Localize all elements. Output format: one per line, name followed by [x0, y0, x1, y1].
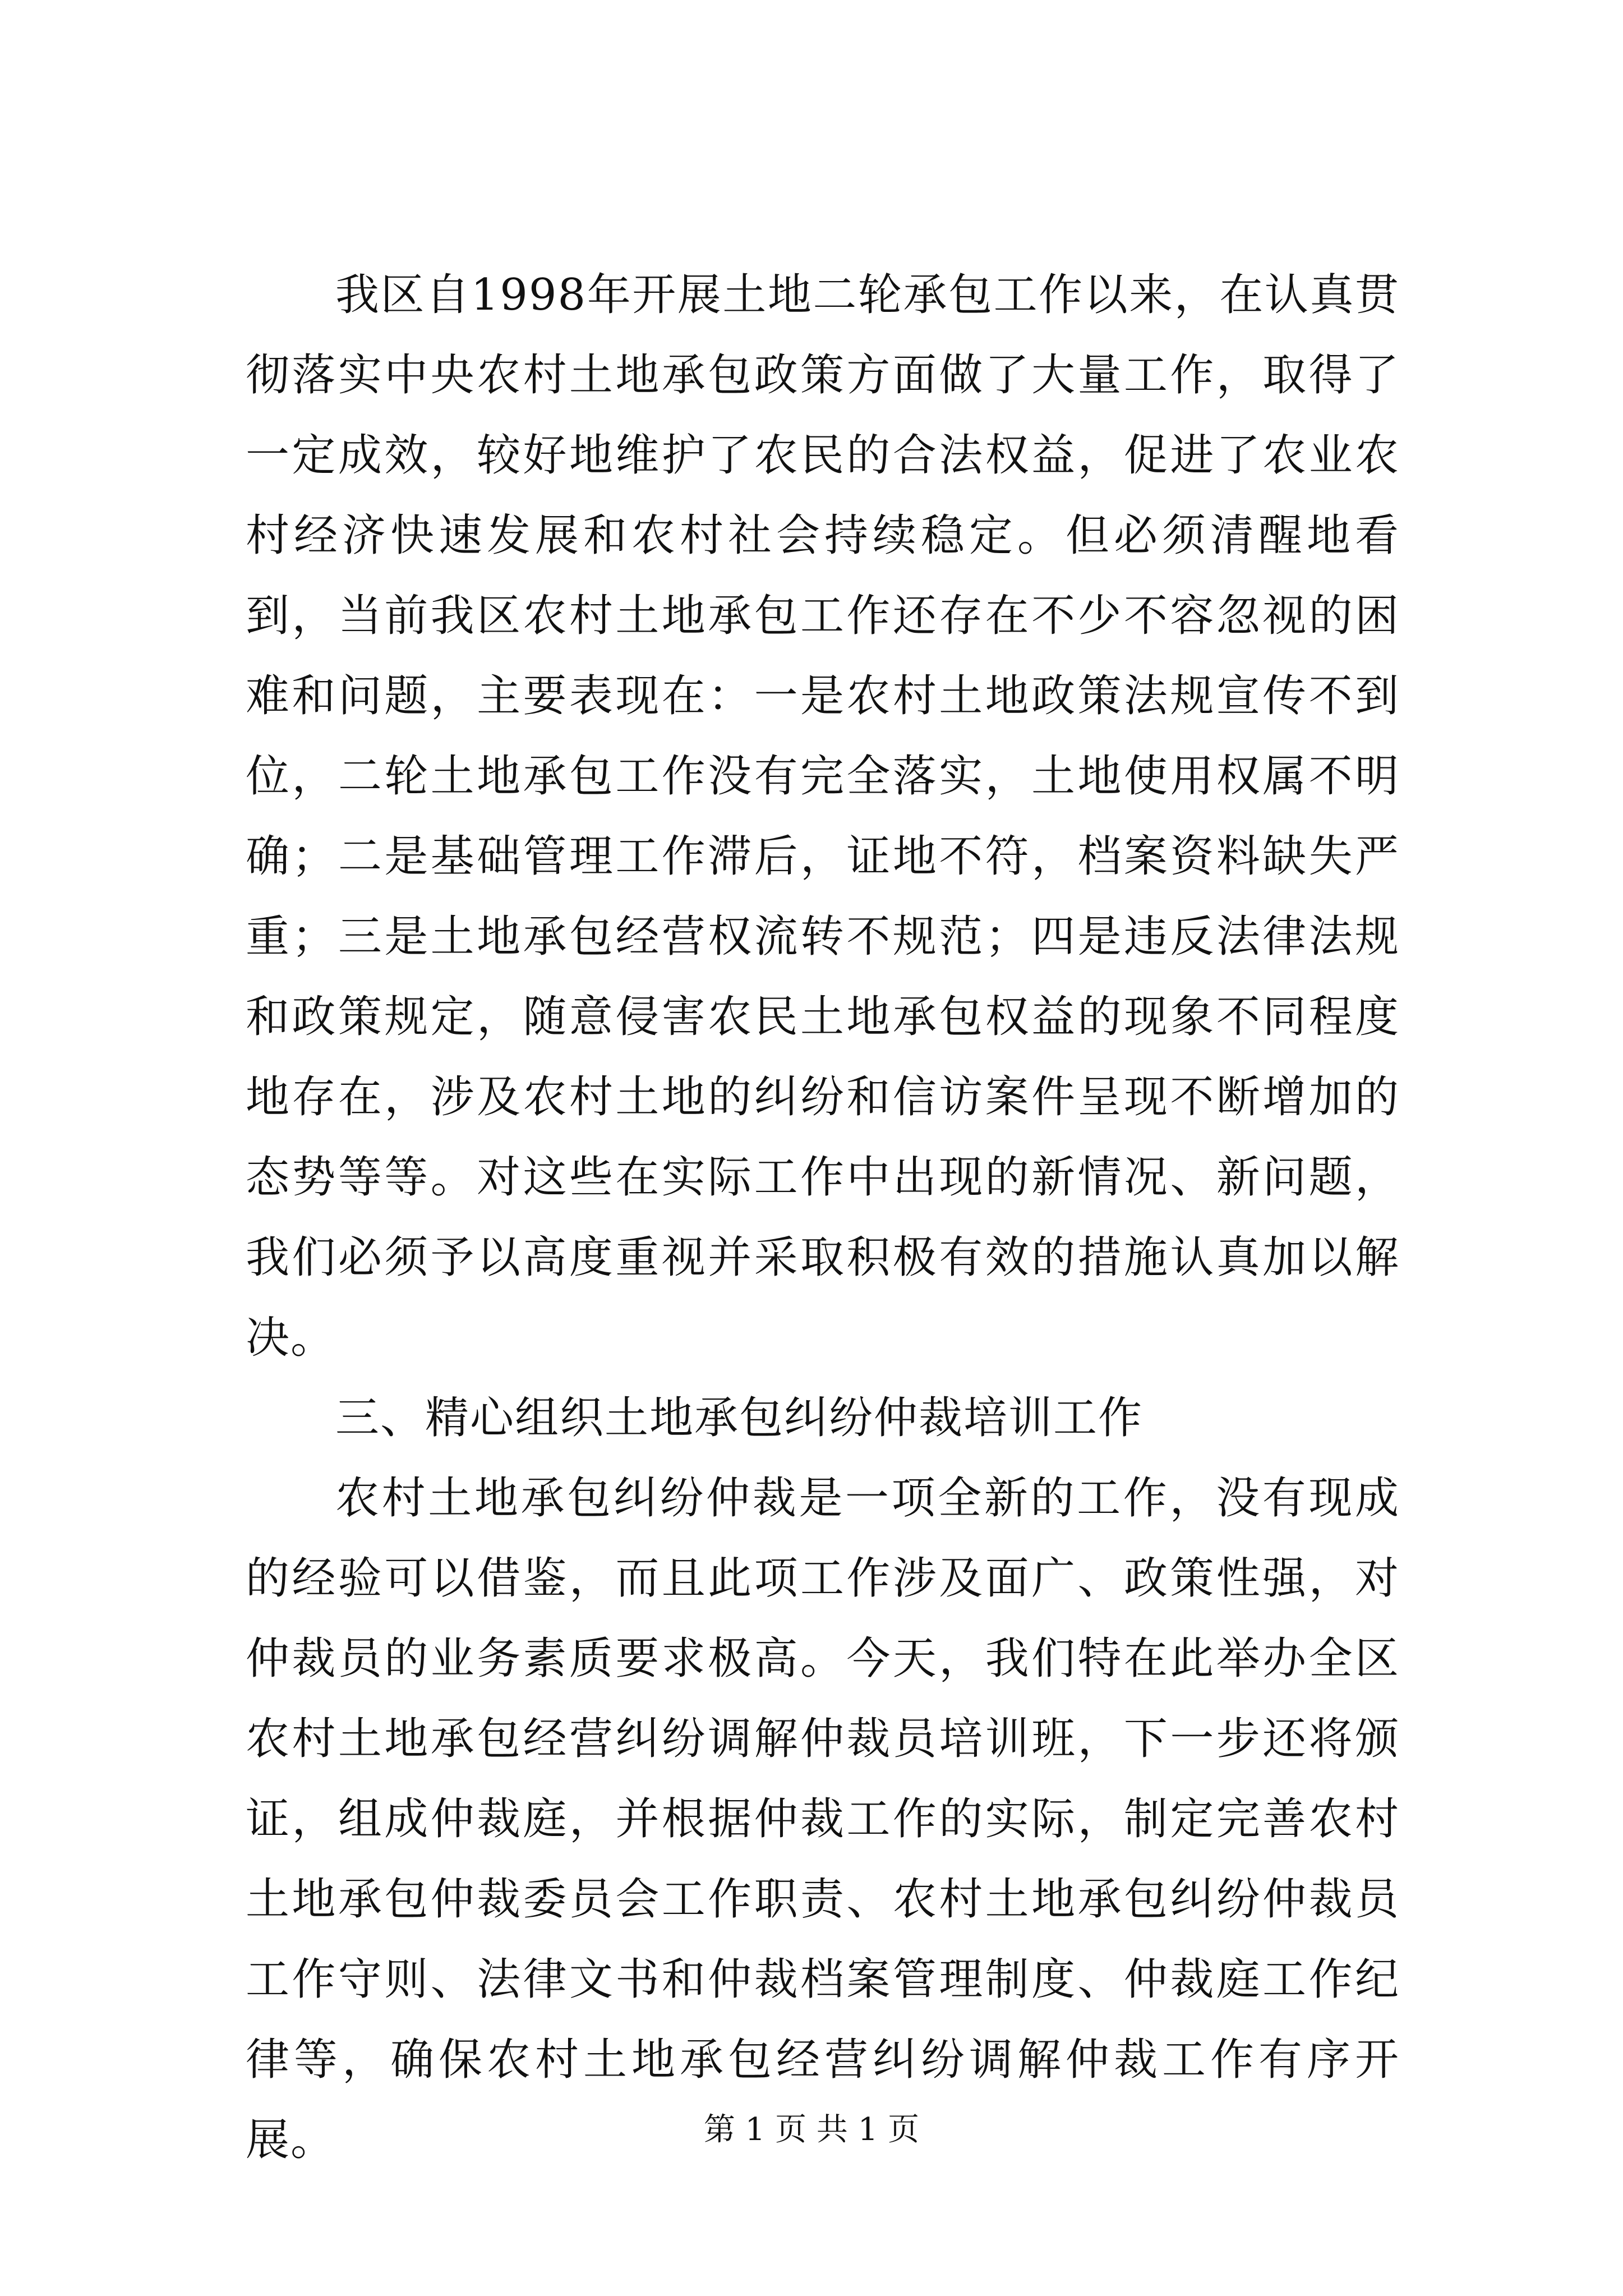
paragraph-arbitration-training: 农村土地承包纠纷仲裁是一项全新的工作，没有现成的经验可以借鉴，而且此项工作涉及面广、政策性强，对仲裁员的业务素质要求极高。今天，我们特在此举办全区农村土地承包经营纠纷调解仲裁员培训班，下一步还将颁证，组成仲裁庭，并根据仲裁工作的实际，制定完善农村土地承包仲裁委员会工作职责、农村土地承包纠纷仲裁员工作守则、法律文书和仲裁档案管理制度、仲裁庭工作纪律等，确保农村土地承包经营纠纷调解仲裁工作有序开展。 — [246, 1473, 1400, 2165]
document-body — [246, 255, 1400, 2180]
paragraph-problems: 我区自1998年开展土地二轮承包工作以来，在认真贯彻落实中央农村土地承包政策方面做了大量工作，取得了一定成效，较好地维护了农民的合法权益，促进了农业农村经济快速发展和农村社会持续稳定。但必须清醒地看到，当前我区农村土地承包工作还存在不少不容忽视的困难和问题，主要表现在：一是农村土地政策法规宣传不到位，二轮土地承包工作没有完全落实，土地使用权属不明确；二是基础管理工作滞后，证地不符，档案资料缺失严重；三是土地承包经营权流转不规范；四是违反法律法规和政策规定，随意侵害农民土地承包权益的现象不同程度地存在，涉及农村土地的纠纷和信访案件呈现不断增加的态势等等。对这些在实际工作中出现的新情况、新问题，我们必须予以高度重视并采取积极有效的措施认真加以解决。 — [246, 270, 1400, 1363]
page-footer: 第 1 页 共 1 页 — [703, 2111, 920, 2148]
section-heading: 三、精心组织土地承包纠纷仲裁培训工作 — [335, 1393, 1144, 1443]
